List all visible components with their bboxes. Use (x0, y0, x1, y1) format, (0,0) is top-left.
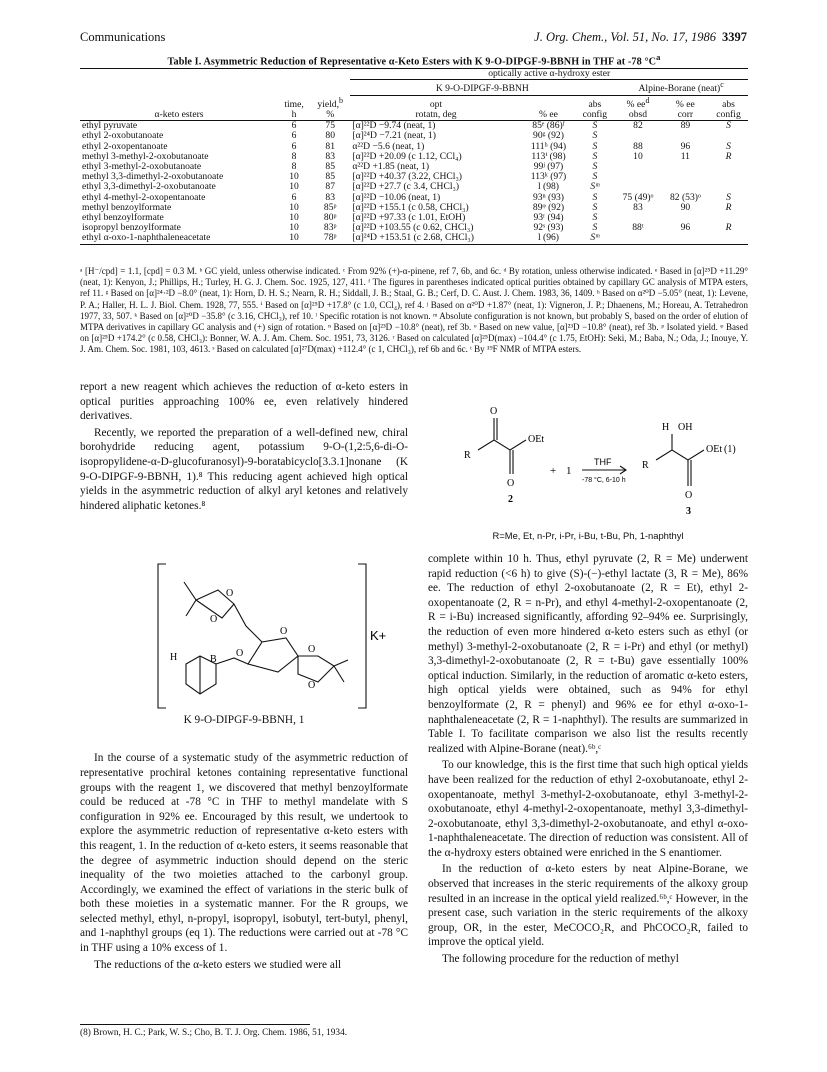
table-footnotes: ᵃ [H⁻/cpd] = 1.1, [cpd] = 0.3 M. ᵇ GC yield, unless otherwise indicated. ᶜ From 92% (+)-α-pinene, ref 7, 6b, and 6c. ᵈ By rotation, unless otherwise indicated. ᵉ Based in [α]²⁵D +11.29° (neat, 1): Kenyon, J.; Phillips, H.; Turley, H. G. J. Chem. Soc. 1925, 127, 411. ᶠ The figures in parentheses indicated optical purities obtained by capillary GC analysis of MTPA esters, ref 11. ᵍ Based on [α]²⁴·²D −8.0° (neat, 1): Horn, D. H. S.; Nearn, R. H.; Siddall, J. B.; Staal, G. B.; Cerf, D. C. Aust. J. Chem. 1983, 36, 1409. ʰ Based on α²⁰D −5.05° (neat, 1): Levene, P. A.; Haller, H. L. J. Biol. Chem. 1928, 77, 555. ⁱ Based on [α]²⁵D +17.8° (c 1.0, CCl₄), ref 4. ʲ Based on α²⁰D +1.87° (neat, 1): Vigneron, J. P.; Dhaenens, M.; Horeau, A. Tetrahedron 1977, 33, 507. ᵏ Based on [α]²⁰D −35.8° (c 3.16, CHCl₃), ref 10. ˡ Specific rotation is not known. ᵐ Absolute configuration is not known, but probably S, based on the order of elution of MTPA derivatives in capillary GC analysis and (+) sign of rotation. ⁿ Based on [α]²³D −10.8° (neat), ref 3b. ᵒ Based on new value, [α]²³D −10.8° (neat), ref 3b. ᵖ Isolated yield. ᵠ Based on [α]²⁵D +174.2° (c 0.58, CHCl₃): Bonner, W. A. J. Am. Chem. Soc. 1951, 73, 3126. ʳ Based on calculated [α]²⁵D(max) −104.4° (c 1.75, EtOH): Seki, M.; Baba, N.; Oda, J.; Inouye, Y. J. Am. Chem. Soc. 1981, 103, 4613. ˢ Based on calculated [α]²⁷D(max) +112.4° (c 1, CHCl₃), ref 6b and 6c. ᵗ By ¹⁹F NMR of MTPA esters. (80, 266, 748, 355)
left-paragraph-3: In the course of a systematic study of the asymmetric reduction of representative prochiral ketones containing representative functional groups with the reagent 1, we discovered that methyl benzoylformate could be reduced at -78 °C in THF to methyl mandelate with S configuration in 92% ee. Encouraged by this result, we undertook to explore the asymmetric reduction of representative α-keto esters with this reagent, 1. In the reduction of α-keto esters, it seems reasonable that the degree of asymmetric induction should depend on the steric inequality of the two moieties attached to the carbonyl group. Accordingly, we examined the effect of variations in the steric bulk of both these moieties in a systematic manner. For the R groups, we selected methyl, ethyl, n-propyl, isopropyl, isobutyl, tert-butyl, phenyl, and 1-naphthyl groups (eq 1). The reductions were carried out at -78 °C in THF using a 10% excess of 1. (80, 752, 408, 955)
table-cell-config: Sᵐ (590, 181, 600, 193)
table-title-text: Table I. Asymmetric Reduction of Representative α-Keto Esters with K 9-O-DIPGF-9-BBNH in THF at -78 °C (167, 56, 657, 68)
table-cell-ester: ethyl 4-methyl-2-oxopentanoate (82, 191, 206, 203)
table-cell-aconf (709, 233, 748, 244)
table-cell-obsd: 82 (633, 120, 643, 132)
table-cell-time: 8 (291, 161, 297, 172)
reaction-equation-diagram (450, 378, 750, 538)
reaction-arrow (582, 466, 626, 474)
table-cell-time: 8 (291, 150, 297, 162)
table-cell-obsd: 10 (633, 150, 643, 162)
table-cell-config: S (592, 222, 598, 234)
table-row (80, 233, 748, 244)
eq-oet-right: OEt (706, 444, 723, 455)
counterion-label: K+ (370, 628, 387, 643)
col-head-yield: % (310, 110, 350, 121)
table-cell-obsd (614, 172, 661, 182)
table-cell-obsd: 88 (633, 140, 643, 152)
furanose-ring (248, 638, 298, 672)
eq-o-top: O (490, 406, 498, 417)
isopropylidene-lower (334, 660, 348, 682)
table-cell-ester: ethyl benzoylformate (82, 212, 164, 224)
results-table-body (80, 69, 748, 245)
table-cell-aconf (709, 172, 748, 182)
table-cell-time: 6 (291, 130, 297, 142)
table-cell-obsd (614, 233, 661, 244)
table-cell-config: S (592, 171, 598, 183)
table-cell-config: Sᵐ (575, 233, 614, 244)
table-group-kdipgf: K 9-O-DIPGF-9-BBNH (350, 80, 614, 95)
equation-number: (1) (724, 444, 736, 455)
table-group-empty (80, 80, 350, 95)
table-cell-rot: [α]²²D −10.06 (neat, 1) (352, 191, 441, 203)
table-cell-ee: 85ᵉ (86)ᶠ (532, 120, 565, 132)
table-cell-aconf: R (725, 150, 732, 162)
table-cell-yield: 83ᵖ (323, 222, 337, 234)
bracket-right (358, 564, 366, 708)
table-group-alpine-label: Alpine-Borane (neat) (638, 83, 721, 95)
eq-reagent-number: 1 (566, 465, 572, 477)
table-cell-config: S (592, 201, 598, 213)
bbn-bridge (200, 656, 248, 694)
hydroxy-ester-bonds (656, 434, 704, 486)
table-cell-ee: 93ʳ (94) (533, 212, 564, 224)
col-head-top-obsd (614, 95, 661, 110)
table-cell-rot: [α]²²D +20.09 (c 1.12, CCl₄) (352, 150, 462, 162)
col-head-top-yield-sup: b (339, 95, 343, 105)
right-paragraph-1: complete within 10 h. Thus, ethyl pyruvate (2, R = Me) underwent rapid reduction (<6 h) to give (S)-(−)-ethyl lactate (3, R = Me), 86% ee. The reduction of ethyl 2-oxobutanoate (2, R = Et), ethyl 2-oxopentanoate (2, R = n-Pr), and ethyl 4-methyl-2-oxopentanoate (2, R = i-Bu) increased significantly, affording 92–94% ee. Surprisingly, the reduction of even more hindered α-keto esters such as ethyl (or methyl) 3-methyl-2-oxobutanoate (2, R = i-Pr) and ethyl (or methyl) 3,3-dimethyl-2-oxobutanoate (2, R = t-Bu) gave essentially 100% optical induction. Similarly, in the reduction of aromatic α-keto esters, high optical yields were obtained, such as 94% for ethyl benzoylformate (2, R = phenyl) and 96% ee for ethyl α-oxo-1-naphthaleneacetate (2, R = 1-naphthyl). The results are summarized in Table I. To facilitate comparison we also list the results recently realized with Alpine-Borane (neat).⁶ᵇ,ᶜ (428, 553, 748, 755)
col-head-top-corr: % ee (662, 95, 709, 110)
eq-r-right: R (642, 460, 649, 471)
table-cell-aconf: S (726, 140, 731, 152)
table-cell-corr: 96 (680, 222, 691, 234)
table-cell-rot: [α]²²D +27.7 (c 3.4, CHCl₃) (352, 181, 460, 193)
results-table (80, 68, 748, 245)
table-cell-rot: [α]²²D +103.55 (c 0.62, CHCl₃) (352, 222, 474, 234)
table-cell-rot: [α]²²D −9.74 (neat, 1) (352, 120, 436, 132)
table-cell-obsd: 88ᵗ (632, 222, 644, 234)
col-head-top-obsd-label: % ee (626, 98, 646, 110)
table-superheader-row (80, 69, 748, 80)
table-cell-rot: [α]²⁴D −7.21 (neat, 1) (352, 130, 436, 142)
r-group-list: R=Me, Et, n-Pr, i-Pr, i-Bu, t-Bu, Ph, 1-naphthyl (492, 530, 684, 541)
table-cell-rot: [α]²²D +97.33 (c 1.01, EtOH) (352, 212, 466, 224)
col-head-top-config: abs (575, 95, 614, 110)
table-cell-obsd: 75 (49)ᵒ (622, 191, 654, 203)
eq-o-bottom-right: O (685, 490, 693, 501)
left-paragraph-1: report a new reagent which achieves the reduction of α-keto esters in optical purities approaching 100% ee, even relatively hindered derivatives. (80, 381, 408, 423)
table-group-alpine (614, 80, 748, 95)
col-head-rot: rotatn, deg (350, 110, 521, 121)
table-cell-aconf: R (725, 222, 732, 234)
col-head-top-yield-label: yield, (317, 98, 339, 110)
table-cell-corr: 11 (680, 150, 690, 162)
col-head-config: config (575, 110, 614, 121)
eq-r-left: R (464, 450, 471, 461)
table-cell-ester: ethyl pyruvate (82, 120, 138, 132)
table-cell-ee: 99ʲ (97) (533, 161, 564, 172)
running-head-journal (534, 30, 747, 45)
table-cell-aconf: S (726, 120, 731, 132)
right-column (428, 552, 748, 969)
table-cell-aconf (709, 162, 748, 172)
table-cell-yield: 87 (325, 181, 335, 193)
reference-8: (8) Brown, H. C.; Park, W. S.; Cho, B. T. J. Org. Chem. 1986, 51, 1934. (80, 1028, 348, 1038)
table-cell-yield: 85 (325, 171, 335, 183)
right-paragraph-4: The following procedure for the reduction of methyl (442, 953, 679, 966)
table-cell-rot: [α]²⁴D +153.51 (c 2.68, CHCl₃) (350, 233, 521, 244)
col-head-corr: corr (662, 110, 709, 121)
table-cell-config: S (592, 140, 598, 152)
eq-compound-2: 2 (508, 494, 513, 505)
bracket-left (158, 564, 166, 708)
table-cell-time: 10 (289, 212, 299, 224)
table-cell-ester: ethyl α-oxo-1-naphthaleneacetate (80, 233, 278, 244)
table-title-sup: a (656, 52, 661, 62)
table-cell-ester: methyl 3,3-dimethyl-2-oxobutanoate (82, 171, 224, 183)
table-header-bottom-row (80, 110, 748, 121)
eq-plus: + (550, 465, 557, 477)
table-cell-yield: 80ᵖ (323, 212, 337, 224)
eq-compound-3: 3 (686, 506, 691, 517)
table-cell-time: 10 (278, 233, 310, 244)
table-cell-corr (662, 233, 709, 244)
table-cell-config: S (592, 161, 598, 172)
table-cell-ester: methyl benzoylformate (82, 201, 172, 213)
table-cell-time: 6 (291, 120, 297, 132)
col-head-time: h (278, 110, 310, 121)
col-head-ester: α-keto esters (80, 110, 278, 121)
table-cell-ee: l (96) (522, 233, 576, 244)
table-header-top-row (80, 95, 748, 110)
table-cell-corr: 96 (680, 140, 691, 152)
table-cell-config: S (592, 120, 598, 132)
table-cell-corr (662, 162, 709, 172)
table-cell-ester: isopropyl benzoylformate (82, 222, 181, 234)
col-head-obsd: obsd (614, 110, 661, 121)
col-head-top-yield (310, 95, 350, 110)
col-head-top-rot: opt (350, 95, 521, 110)
dioxolane-ring-lower (298, 656, 334, 682)
table-cell-yield: 83 (325, 191, 335, 203)
struct-o-label-6: O (236, 648, 244, 659)
table-cell-ee: l (98) (537, 181, 560, 193)
right-paragraph-3: In the reduction of α-keto esters by neat Alpine-Borane, we observed that increases in the steric requirements of the alkoxy group resulted in an increase in the optical yield realized.⁶ᵇ,ᶜ However, in the present case, such variation in the steric requirements of the alkoxy group, OR, in the ester, MeCOCO₂R, and PhCOCO₂R, failed to improve the optical yield. (428, 863, 748, 949)
table-cell-yield: 78ᵖ (310, 233, 350, 244)
col-head-aconf: config (709, 110, 748, 121)
table-cell-rot: α²²D −5.6 (neat, 1) (352, 140, 425, 152)
table-cell-yield: 83 (325, 150, 335, 162)
struct-o-label-1: O (226, 588, 234, 599)
eq-oet-left: OEt (528, 434, 545, 445)
table-cell-ee: 113ᵏ (97) (530, 171, 567, 183)
table-cell-ee: 89ᵠ (92) (532, 201, 565, 213)
left-paragraph-4: The reductions of the α-keto esters we studied were all (94, 958, 342, 971)
table-cell-ester: ethyl 3-methyl-2-oxobutanoate (82, 161, 202, 172)
eq-reagent-bottom: -78 °C, 6-10 h (582, 477, 626, 484)
table-title (80, 52, 748, 67)
struct-o-label-4: O (308, 644, 316, 655)
table-cell-yield: 75 (325, 120, 335, 132)
table-cell-time: 10 (289, 171, 299, 183)
eq-h: H (662, 422, 670, 433)
table-cell-corr: 90 (680, 201, 691, 213)
table-cell-yield: 85 (325, 161, 335, 172)
table-cell-rot: α²²D +1.85 (neat, 1) (352, 161, 430, 172)
table-superheader: optically active α-hydroxy ester (350, 69, 748, 80)
table-cell-corr: 89 (680, 120, 691, 132)
struct-o-label-3: O (280, 626, 288, 637)
table-cell-corr: 82 (53)ᵒ (669, 191, 701, 203)
eq-oh: OH (678, 422, 693, 433)
table-cell-time: 10 (289, 181, 299, 193)
table-cell-aconf: R (725, 201, 732, 213)
col-head-top-ester (80, 95, 278, 110)
struct-o-label-5: O (308, 680, 316, 691)
col-head-top-time: time, (284, 98, 304, 110)
struct-o-label-2: O (210, 614, 218, 625)
col-head-top-aconf: abs (709, 95, 748, 110)
table-group-row (80, 80, 748, 95)
table-cell-time: 6 (291, 191, 297, 203)
table-cell-time: 10 (289, 222, 299, 234)
table-cell-aconf: S (726, 191, 731, 203)
table-cell-ee: 93ⁿ (93) (532, 191, 564, 203)
keto-ester-bonds (478, 418, 526, 474)
table-cell-rot: [α]²²D +40.37 (3.22, CHCl₃) (352, 171, 462, 183)
table-cell-ee: 111ʰ (94) (530, 140, 567, 152)
table-cell-ester: ethyl 3,3-dimethyl-2-oxobutanoate (82, 181, 216, 193)
table-cell-yield: 85ᵖ (323, 201, 337, 213)
table-cell-ester: methyl 3-methyl-2-oxobutanoate (82, 150, 209, 162)
eq-reagent-top: THF (594, 457, 612, 467)
table-cell-config: S (592, 191, 598, 203)
table-cell-config: S (592, 212, 598, 224)
table-cell-ee: 92ˢ (93) (533, 222, 564, 234)
col-head-top-obsd-sup: d (645, 95, 650, 105)
left-paragraph-2: Recently, we reported the preparation of a well-defined new, chiral borohydride reducing agent, potassium 9-O-(1,2:5,6-di-O-isopropylidene-α-D-glucofuranosyl)-9-boratabicyclo[3.3.1]nonane (K 9-O-DIPGF-9-BBNH, 1).⁸ This reducing agent achieved high optical yields in the asymmetric reduction of alkyl aryl ketones and relatively hindered aliphatic ketones.⁸ (80, 426, 408, 512)
table-cell-ester: ethyl 2-oxobutanoate (82, 130, 164, 142)
table-superheader-empty (80, 69, 350, 80)
table-cell-ee: 90ᵍ (92) (533, 130, 564, 142)
struct-b-label: B (210, 654, 217, 665)
table-group-alpine-sup: c (720, 80, 724, 90)
reagent-caption: K 9-O-DIPGF-9-BBNH, 1 (183, 714, 305, 726)
table-cell-obsd: 83 (633, 201, 643, 213)
eq-o-bottom-left: O (507, 478, 515, 489)
col-head-top-ee (522, 95, 576, 110)
reference-divider (80, 1024, 310, 1025)
table-cell-ester: ethyl 2-oxopentanoate (82, 140, 168, 152)
journal-citation: J. Org. Chem., Vol. 51, No. 17, 1986 (534, 30, 716, 44)
right-paragraph-2: To our knowledge, this is the first time that such high optical yields have been realized for the reduction of ethyl 2-oxobutanoate, ethyl 2-oxopentanoate, methyl 3-methyl-2-oxobutanoate, ethyl 3-methyl-2-oxobutanoate, ethyl 4-methyl-2-oxopentanoate, methyl 3,3-dimethyl-2-oxobutanoate, ethyl 3,3-dimethyl-2-oxobutanoate, and ethyl α-oxo-1-naphthaleneacetate. The direction of reduction was consistent. All of the α-hydroxy esters obtained were enriched in the S enantiomer. (428, 759, 748, 859)
table-cell-yield: 81 (325, 140, 335, 152)
furanose-link (234, 604, 262, 642)
table-cell-ee: 113ⁱ (98) (531, 150, 566, 162)
struct-h-label: H (170, 652, 178, 663)
page-number: 3397 (722, 30, 747, 44)
table-cell-obsd (614, 162, 661, 172)
col-head-ee: % ee (522, 110, 576, 121)
running-head-section: Communications (80, 30, 166, 44)
table-cell-config: S (592, 130, 598, 142)
table-cell-corr (662, 172, 709, 182)
table-cell-rot: [α]²²D +155.1 (c 0.58, CHCl₃) (352, 201, 469, 213)
table-cell-time: 10 (289, 201, 299, 213)
table-cell-time: 6 (291, 140, 297, 152)
reagent-structure-diagram (148, 560, 398, 718)
isopropylidene-upper (184, 582, 196, 616)
table-cell-yield: 80 (325, 130, 335, 142)
table-cell-config: S (592, 150, 598, 162)
